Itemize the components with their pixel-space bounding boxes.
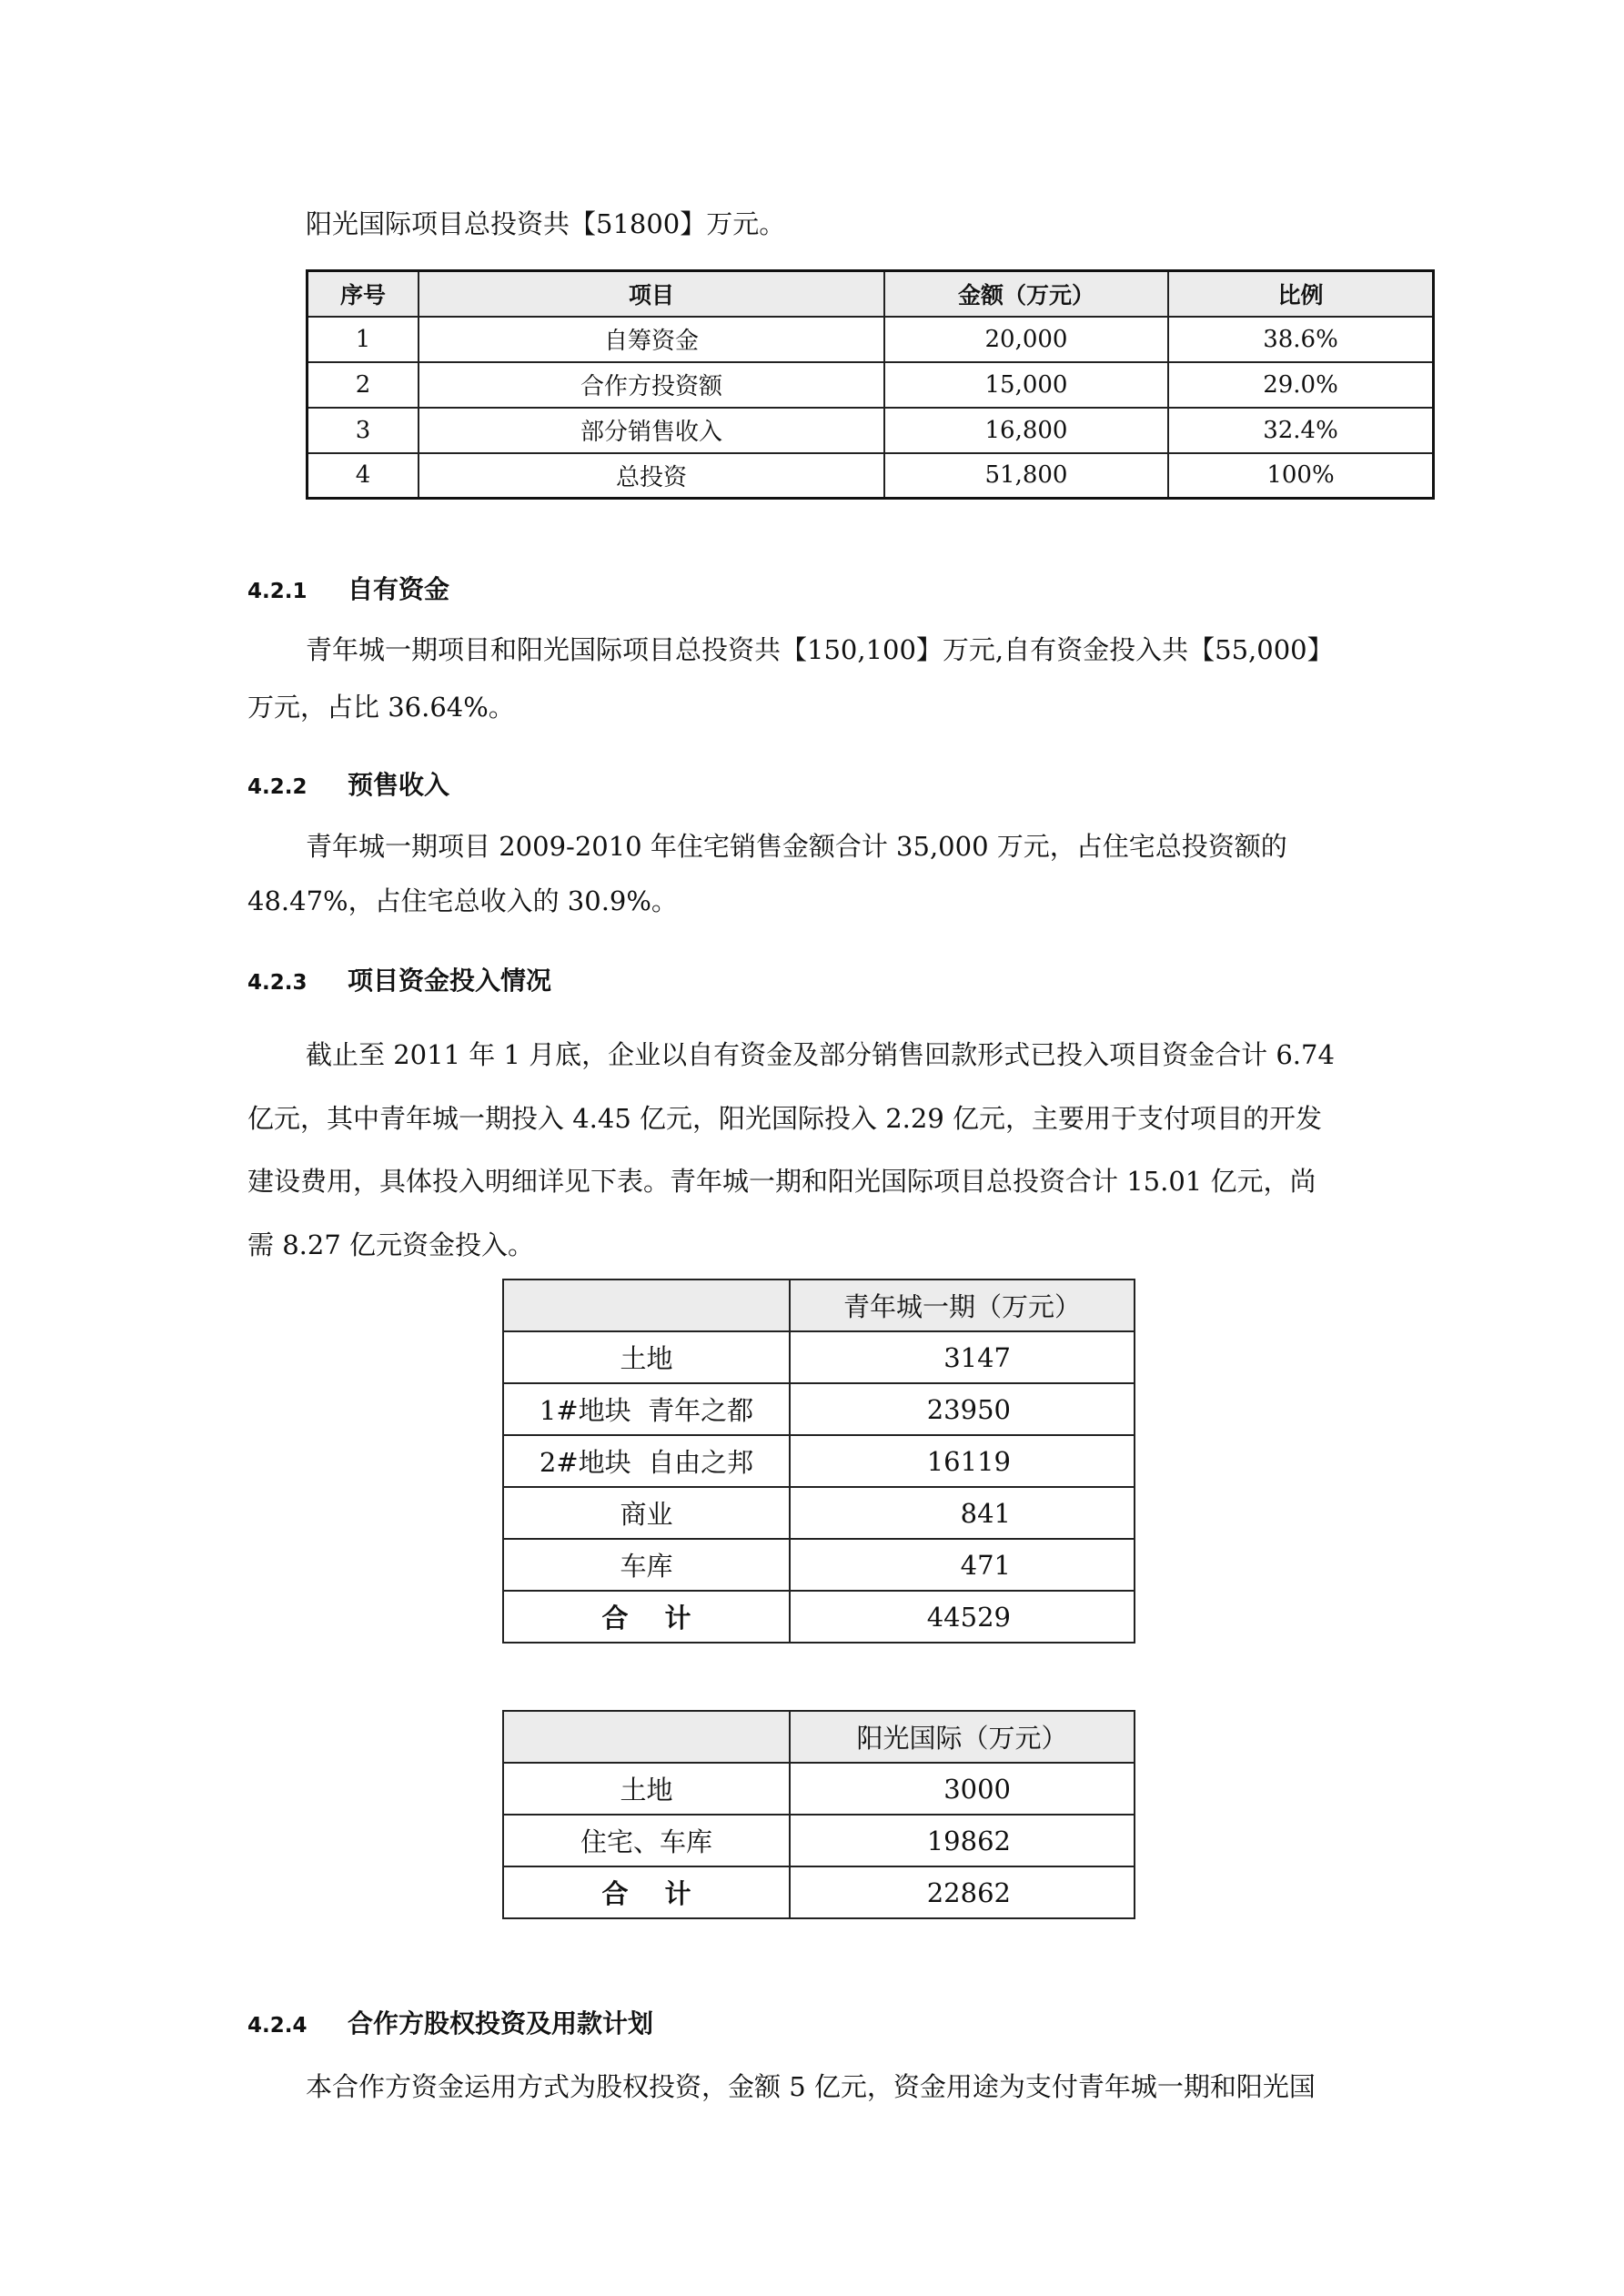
cell: 29.0% [1168, 362, 1434, 408]
header-empty [503, 1279, 790, 1331]
table-header-row [308, 271, 1434, 317]
section-heading-4-2-4 [247, 2006, 653, 2044]
cell: 100% [1168, 453, 1434, 499]
paragraph-line: 青年城一期项目 2009-2010 年住宅销售金额合计 35,000 万元，占住宅总投资额的 [306, 831, 1287, 862]
cell: 16,800 [884, 408, 1168, 453]
yangguang-table [502, 1710, 1135, 1919]
table-header-row [503, 1711, 1135, 1763]
section-title: 自有资金 [348, 574, 450, 604]
cell: 471 [790, 1539, 1135, 1591]
cell: 合作方投资额 [419, 362, 884, 408]
table-row [503, 1331, 1135, 1383]
cell: 19862 [790, 1815, 1135, 1866]
investment-table [306, 269, 1435, 500]
table-row [308, 362, 1434, 408]
paragraph-line: 万元，占比 36.64%。 [247, 692, 515, 723]
header-project: 阳光国际（万元） [790, 1711, 1135, 1763]
paragraph-line: 青年城一期项目和阳光国际项目总投资共【150,100】万元,自有资金投入共【55,000】 [306, 634, 1334, 665]
section-heading-4-2-3 [247, 963, 551, 1001]
table-row [503, 1539, 1135, 1591]
section-heading-4-2-1 [247, 571, 449, 610]
cell: 22862 [790, 1866, 1135, 1918]
cell: 土地 [503, 1763, 790, 1815]
cell: 部分销售收入 [419, 408, 884, 453]
paragraph-line: 亿元，其中青年城一期投入 4.45 亿元，阳光国际投入 2.29 亿元，主要用于支付项目的开发 [247, 1103, 1323, 1134]
cell: 车库 [503, 1539, 790, 1591]
table-header-row [503, 1279, 1135, 1331]
cell: 44529 [790, 1591, 1135, 1643]
cell: 32.4% [1168, 408, 1434, 453]
cell: 3 [308, 408, 419, 453]
cell: 20,000 [884, 317, 1168, 362]
section-number: 4.2.4 [247, 2014, 308, 2038]
table-row [503, 1435, 1135, 1487]
section-number: 4.2.1 [247, 580, 308, 603]
cell: 总投资 [419, 453, 884, 499]
paragraph-line: 需 8.27 亿元资金投入。 [247, 1229, 535, 1260]
cell: 住宅、车库 [503, 1815, 790, 1866]
table-row [308, 317, 1434, 362]
table-row [308, 453, 1434, 499]
table-row [503, 1763, 1135, 1815]
section-heading-4-2-2 [247, 767, 449, 805]
cell: 4 [308, 453, 419, 499]
cell: 商业 [503, 1487, 790, 1539]
cell: 23950 [790, 1383, 1135, 1435]
header-project: 青年城一期（万元） [790, 1279, 1135, 1331]
section-title: 项目资金投入情况 [348, 966, 552, 996]
header-empty [503, 1711, 790, 1763]
header-item: 项目 [419, 271, 884, 317]
cell: 15,000 [884, 362, 1168, 408]
cell: 2 [308, 362, 419, 408]
table-row [503, 1383, 1135, 1435]
cell: 1#地块 青年之都 [503, 1383, 790, 1435]
section-title: 预售收入 [348, 770, 450, 800]
table-row [503, 1815, 1135, 1866]
cell: 51,800 [884, 453, 1168, 499]
cell: 16119 [790, 1435, 1135, 1487]
cell: 自筹资金 [419, 317, 884, 362]
cell: 2#地块 自由之邦 [503, 1435, 790, 1487]
paragraph-line: 建设费用，具体投入明细详见下表。青年城一期和阳光国际项目总投资合计 15.01 亿元，尚 [247, 1166, 1316, 1197]
table-row [503, 1487, 1135, 1539]
cell: 合 计 [503, 1591, 790, 1643]
cell: 3147 [790, 1331, 1135, 1383]
section-number: 4.2.2 [247, 775, 308, 799]
section-title: 合作方股权投资及用款计划 [348, 2008, 654, 2038]
paragraph-line: 48.47%，占住宅总收入的 30.9%。 [247, 885, 678, 916]
cell: 38.6% [1168, 317, 1434, 362]
cell: 1 [308, 317, 419, 362]
cell: 3000 [790, 1763, 1135, 1815]
section-number: 4.2.3 [247, 971, 308, 995]
paragraph-line: 截止至 2011 年 1 月底，企业以自有资金及部分销售回款形式已投入项目资金合计 6.74 [306, 1039, 1335, 1070]
intro-text: 阳光国际项目总投资共【51800】万元。 [306, 208, 786, 239]
table-row [308, 408, 1434, 453]
header-ratio: 比例 [1168, 271, 1434, 317]
table-total-row [503, 1591, 1135, 1643]
cell: 土地 [503, 1331, 790, 1383]
cell: 841 [790, 1487, 1135, 1539]
cell: 合 计 [503, 1866, 790, 1918]
header-index: 序号 [308, 271, 419, 317]
header-amount: 金额（万元） [884, 271, 1168, 317]
paragraph-line: 本合作方资金运用方式为股权投资，金额 5 亿元，资金用途为支付青年城一期和阳光国 [306, 2071, 1316, 2102]
qingniancheng-table [502, 1279, 1135, 1644]
table-total-row [503, 1866, 1135, 1918]
